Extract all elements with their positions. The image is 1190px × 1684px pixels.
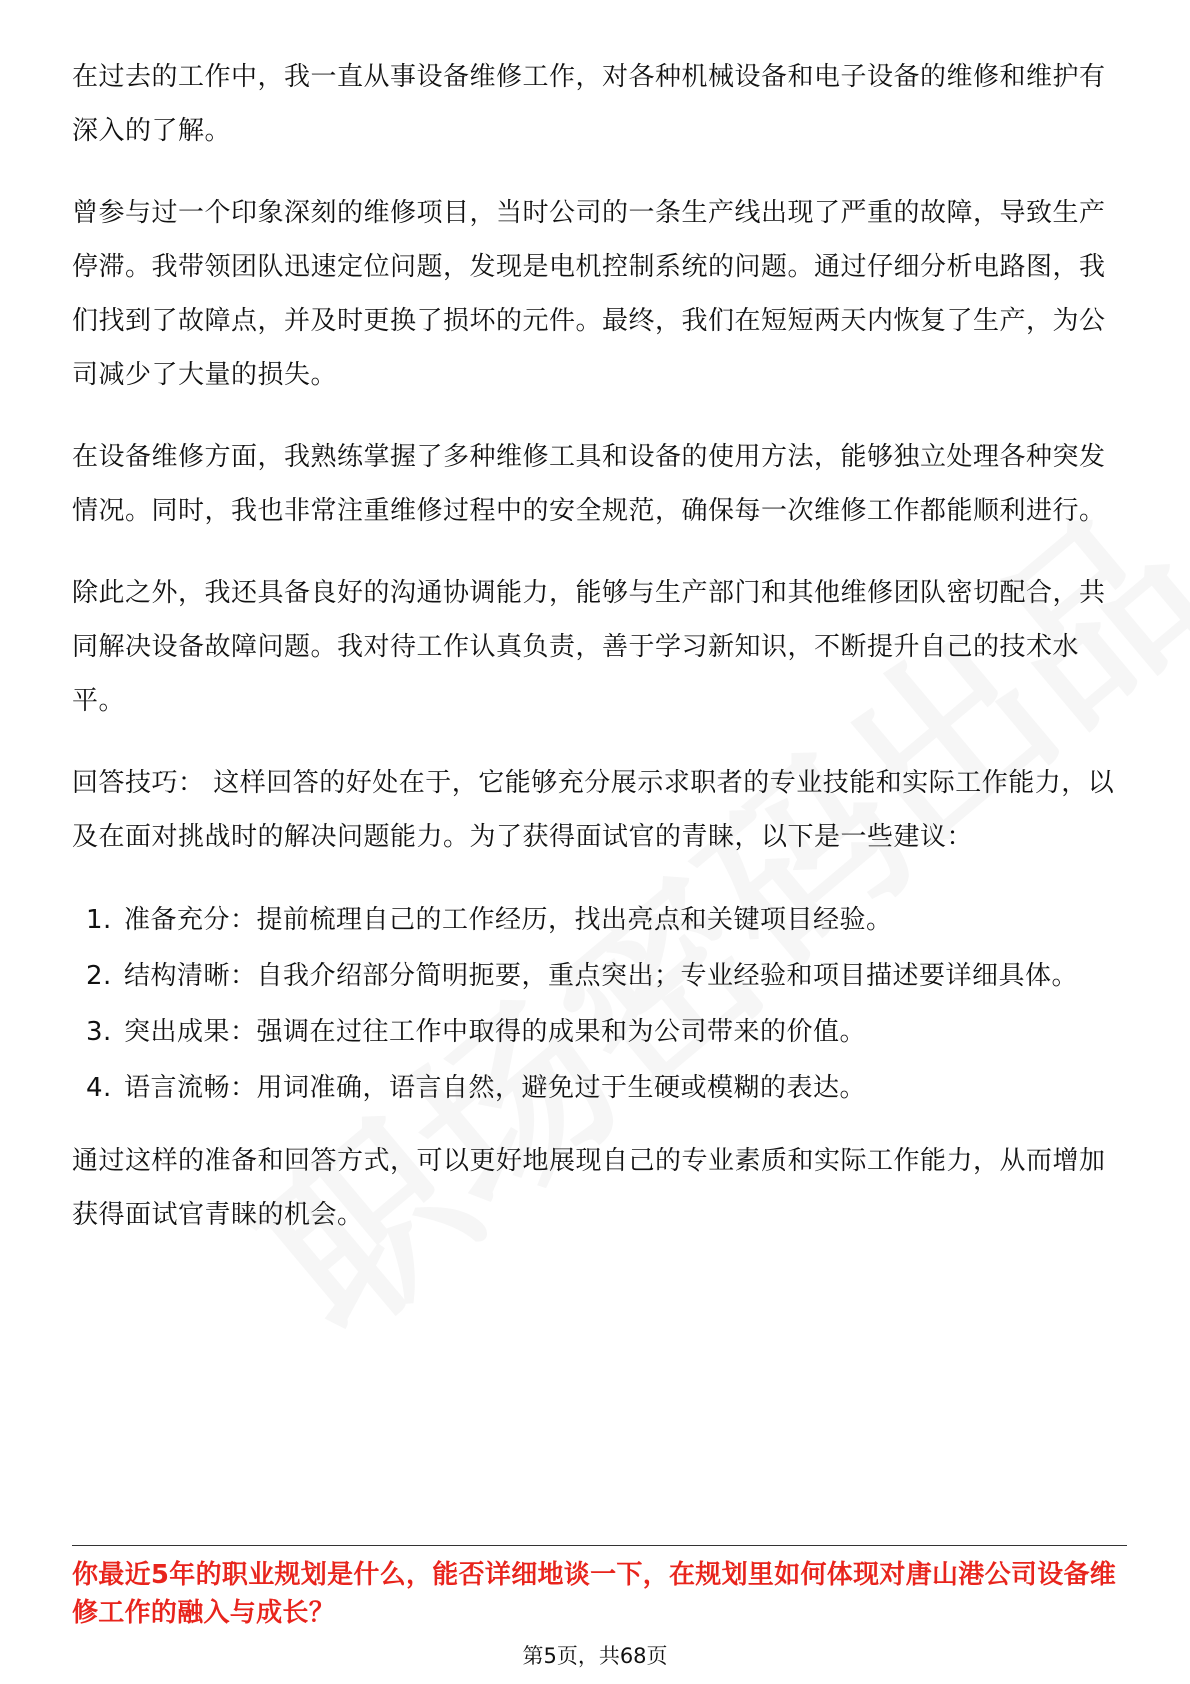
list-number: 4. bbox=[86, 1073, 112, 1103]
paragraph-skills: 在设备维修方面，我熟练掌握了多种维修工具和设备的使用方法，能够独立处理各种突发情况。同时，我也非常注重维修过程中的安全规范，确保每一次维修工作都能顺利进行。 bbox=[72, 442, 1106, 526]
list-number: 3. bbox=[86, 1017, 112, 1047]
paragraph-project: 曾参与过一个印象深刻的维修项目，当时公司的一条生产线出现了严重的故障，导致生产停滞。我带领团队迅速定位问题，发现是电机控制系统的问题。通过仔细分析电路图，我们找到了故障点，并及时更换了损坏的元件。最终，我们在短短两天内恢复了生产，为公司减少了大量的损失。 bbox=[72, 198, 1106, 390]
list-text: 语言流畅：用词准确，语言自然，避免过于生硬或模糊的表达。 bbox=[124, 1073, 867, 1103]
paragraph-answer-tips: 回答技巧： 这样回答的好处在于，它能够充分展示求职者的专业技能和实际工作能力，以及在面对挑战时的解决问题能力。为了获得面试官的青睐，以下是一些建议： bbox=[72, 768, 1115, 852]
list-text: 结构清晰：自我介绍部分简明扼要，重点突出；专业经验和项目描述要详细具体。 bbox=[124, 961, 1079, 991]
answer-content bbox=[72, 50, 1127, 1270]
tips-list bbox=[72, 892, 1127, 1116]
list-item bbox=[72, 892, 1127, 948]
list-item bbox=[72, 1060, 1127, 1116]
list-number: 1. bbox=[86, 905, 112, 935]
paragraph-experience: 在过去的工作中，我一直从事设备维修工作，对各种机械设备和电子设备的维修和维护有深入的了解。 bbox=[72, 62, 1106, 146]
list-text: 准备充分：提前梳理自己的工作经历，找出亮点和关键项目经验。 bbox=[124, 905, 893, 935]
list-item bbox=[72, 948, 1127, 1004]
section-divider bbox=[72, 1545, 1127, 1546]
list-number: 2. bbox=[86, 961, 112, 991]
paragraph-communication: 除此之外，我还具备良好的沟通协调能力，能够与生产部门和其他维修团队密切配合，共同解决设备故障问题。我对待工作认真负责，善于学习新知识，不断提升自己的技术水平。 bbox=[72, 578, 1106, 716]
next-question-heading: 你最近5年的职业规划是什么，能否详细地谈一下，在规划里如何体现对唐山港公司设备维修工作的融入与成长？ bbox=[72, 1560, 1117, 1628]
list-text: 突出成果：强调在过往工作中取得的成果和为公司带来的价值。 bbox=[124, 1017, 867, 1047]
paragraph-conclusion: 通过这样的准备和回答方式，可以更好地展现自己的专业素质和实际工作能力，从而增加获得面试官青睐的机会。 bbox=[72, 1146, 1106, 1230]
page-number: 第5页，共68页 bbox=[522, 1644, 668, 1668]
list-item bbox=[72, 1004, 1127, 1060]
